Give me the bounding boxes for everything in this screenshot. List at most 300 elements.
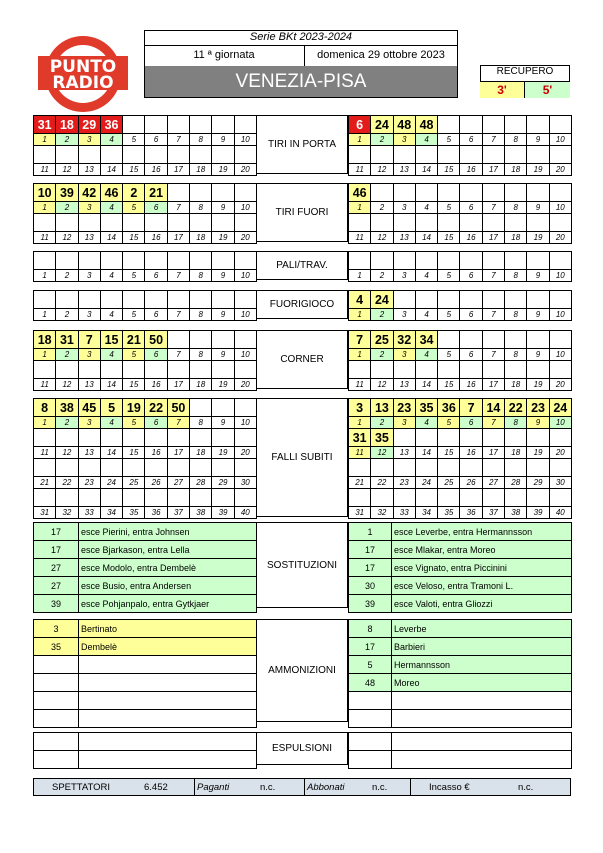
index-cell: 31	[34, 507, 56, 519]
minute-cell	[393, 252, 415, 270]
minute-cell: 39	[56, 184, 78, 202]
minute-cell	[212, 252, 234, 270]
minute-cell	[505, 252, 527, 270]
minute-cell: 3	[349, 399, 371, 417]
list-row	[349, 674, 572, 692]
minute-cell	[371, 459, 393, 477]
index-cell: 2	[56, 134, 78, 146]
index-cell: 22	[371, 477, 393, 489]
index-cell: 9	[527, 309, 549, 321]
minute-cell	[145, 489, 167, 507]
minute-cell	[190, 116, 212, 134]
minute-cell	[100, 361, 122, 379]
tiri-fuori-label: TIRI FUORI	[256, 183, 348, 242]
minute-cell	[56, 429, 78, 447]
index-cell: 17	[167, 164, 189, 176]
minute-cell	[123, 252, 145, 270]
minute-cell	[212, 184, 234, 202]
minute-cell	[460, 331, 482, 349]
index-cell: 1	[349, 417, 371, 429]
index-cell: 4	[100, 349, 122, 361]
index-cell: 10	[549, 309, 571, 321]
minute-cell	[505, 214, 527, 232]
minute	[349, 710, 392, 728]
minute-cell: 7	[460, 399, 482, 417]
abbonati-label: Abbonati	[307, 782, 345, 793]
minute-cell	[415, 459, 437, 477]
index-cell: 13	[78, 379, 100, 391]
index-cell: 3	[393, 270, 415, 282]
list-row	[349, 656, 572, 674]
falli-home-grid	[33, 398, 257, 519]
player-text: Leverbe	[392, 620, 572, 638]
minute-cell	[527, 184, 549, 202]
index-cell: 9	[212, 270, 234, 282]
index-cell: 5	[123, 417, 145, 429]
index-cell: 13	[393, 447, 415, 459]
index-cell: 12	[371, 447, 393, 459]
index-cell: 9	[212, 202, 234, 214]
index-cell: 2	[56, 417, 78, 429]
minute: 48	[349, 674, 392, 692]
index-cell: 20	[234, 232, 256, 244]
index-cell: 11	[34, 379, 56, 391]
index-cell: 8	[190, 202, 212, 214]
index-cell: 2	[371, 349, 393, 361]
minute-cell	[145, 252, 167, 270]
index-cell: 7	[482, 202, 504, 214]
index-cell: 10	[234, 270, 256, 282]
index-cell: 5	[438, 134, 460, 146]
minute-cell	[234, 116, 256, 134]
minute-cell: 10	[34, 184, 56, 202]
minute-cell	[349, 214, 371, 232]
list-row	[349, 710, 572, 728]
minute-cell	[505, 116, 527, 134]
index-cell: 5	[438, 270, 460, 282]
index-cell: 2	[371, 270, 393, 282]
index-cell: 14	[415, 447, 437, 459]
minute-cell: 19	[123, 399, 145, 417]
minute-cell	[549, 489, 571, 507]
player-text	[79, 674, 257, 692]
index-cell: 19	[527, 379, 549, 391]
player-text: esce Bjarkason, entra Lella	[79, 541, 257, 559]
index-cell: 18	[190, 379, 212, 391]
minute-cell	[78, 489, 100, 507]
minute-cell	[460, 489, 482, 507]
index-cell: 2	[56, 202, 78, 214]
index-cell: 7	[167, 134, 189, 146]
index-cell: 6	[145, 309, 167, 321]
index-cell: 6	[460, 349, 482, 361]
index-cell: 6	[460, 270, 482, 282]
minute-cell	[123, 361, 145, 379]
index-cell: 39	[212, 507, 234, 519]
minute-cell	[460, 429, 482, 447]
index-cell: 17	[167, 232, 189, 244]
minute-cell	[527, 331, 549, 349]
index-cell: 28	[190, 477, 212, 489]
minute-cell	[460, 459, 482, 477]
minute-cell	[527, 459, 549, 477]
minute-cell	[482, 459, 504, 477]
index-cell: 9	[212, 417, 234, 429]
index-cell: 15	[123, 379, 145, 391]
index-cell: 15	[123, 447, 145, 459]
minute-cell	[123, 116, 145, 134]
player-text: Moreo	[392, 674, 572, 692]
minute-cell	[438, 291, 460, 309]
index-cell: 14	[415, 232, 437, 244]
index-cell: 16	[460, 447, 482, 459]
minute: 27	[34, 577, 79, 595]
minute-cell: 23	[393, 399, 415, 417]
index-cell: 19	[527, 164, 549, 176]
index-cell: 8	[190, 417, 212, 429]
minute-cell	[460, 361, 482, 379]
minute-cell: 5	[100, 399, 122, 417]
minute-cell	[415, 361, 437, 379]
list-row	[349, 595, 572, 613]
minute-cell	[438, 361, 460, 379]
minute-cell	[34, 459, 56, 477]
list-row	[34, 692, 257, 710]
header-divider	[144, 45, 458, 46]
index-cell: 4	[415, 270, 437, 282]
minute-cell	[415, 429, 437, 447]
minute: 39	[349, 595, 392, 613]
index-cell: 25	[123, 477, 145, 489]
index-cell: 10	[549, 349, 571, 361]
minute-cell	[234, 399, 256, 417]
index-cell: 7	[482, 134, 504, 146]
corner-label: CORNER	[256, 330, 348, 389]
index-cell: 1	[34, 270, 56, 282]
minute-cell	[167, 184, 189, 202]
index-cell: 1	[349, 202, 371, 214]
minute-cell	[393, 184, 415, 202]
ammonizioni-label: AMMONIZIONI	[256, 619, 348, 722]
index-cell: 14	[100, 164, 122, 176]
minute-cell: 35	[371, 429, 393, 447]
minute-cell	[167, 252, 189, 270]
paganti-value: n.c.	[260, 782, 276, 793]
minute-cell	[438, 214, 460, 232]
minute-cell	[415, 489, 437, 507]
minute-cell	[212, 429, 234, 447]
player-text	[392, 692, 572, 710]
index-cell: 13	[78, 447, 100, 459]
list-row	[34, 638, 257, 656]
index-cell: 36	[460, 507, 482, 519]
index-cell: 1	[349, 309, 371, 321]
minute-cell: 8	[34, 399, 56, 417]
index-cell: 11	[34, 447, 56, 459]
minute-cell	[212, 214, 234, 232]
minute	[349, 692, 392, 710]
minute-cell	[505, 184, 527, 202]
index-cell: 8	[190, 349, 212, 361]
index-cell: 9	[527, 270, 549, 282]
index-cell: 1	[349, 349, 371, 361]
incasso-label: Incasso €	[429, 782, 470, 793]
player-text: esce Veloso, entra Tramoni L.	[392, 577, 572, 595]
minute-cell: 45	[78, 399, 100, 417]
minute-cell: 23	[527, 399, 549, 417]
index-cell: 33	[393, 507, 415, 519]
minute-cell: 42	[78, 184, 100, 202]
minute-cell: 7	[78, 331, 100, 349]
recupero-second: 5'	[525, 81, 570, 98]
minute-cell	[167, 146, 189, 164]
tiri-fuori-home-grid	[33, 183, 257, 244]
minute-cell	[78, 459, 100, 477]
index-cell: 25	[438, 477, 460, 489]
minute	[34, 692, 79, 710]
index-cell: 3	[393, 309, 415, 321]
index-cell: 12	[56, 379, 78, 391]
minute-cell: 38	[56, 399, 78, 417]
index-cell: 28	[505, 477, 527, 489]
minute-cell	[438, 116, 460, 134]
minute-cell	[393, 489, 415, 507]
minute	[34, 656, 79, 674]
index-cell: 18	[505, 232, 527, 244]
tiri-porta-home-grid	[33, 115, 257, 176]
minute-cell	[549, 214, 571, 232]
index-cell: 6	[460, 309, 482, 321]
minute-cell: 14	[482, 399, 504, 417]
list-row	[34, 620, 257, 638]
index-cell: 16	[145, 232, 167, 244]
index-cell: 17	[167, 447, 189, 459]
minute-cell: 6	[349, 116, 371, 134]
fuorigioco-away-grid	[348, 290, 572, 321]
index-cell: 8	[505, 202, 527, 214]
player-text: Bertinato	[79, 620, 257, 638]
minute-cell	[78, 361, 100, 379]
minute-cell	[527, 429, 549, 447]
minute-cell	[549, 116, 571, 134]
minute-cell	[234, 184, 256, 202]
index-cell: 37	[482, 507, 504, 519]
minute-cell	[190, 429, 212, 447]
minute-cell	[505, 429, 527, 447]
index-cell: 3	[78, 134, 100, 146]
index-cell: 8	[505, 349, 527, 361]
index-cell: 6	[460, 202, 482, 214]
player-text: esce Vignato, entra Piccinini	[392, 559, 572, 577]
index-cell: 15	[123, 232, 145, 244]
minute-cell: 18	[56, 116, 78, 134]
minute-cell	[549, 252, 571, 270]
minute-cell	[393, 146, 415, 164]
index-cell: 11	[34, 164, 56, 176]
list-row	[349, 692, 572, 710]
tiri-porta-label: TIRI IN PORTA	[256, 115, 348, 174]
match-date: domenica 29 ottobre 2023	[317, 49, 445, 61]
minute: 27	[34, 559, 79, 577]
minute	[34, 710, 79, 728]
fuorigioco-label: FUORIGIOCO	[256, 290, 348, 319]
index-cell: 21	[34, 477, 56, 489]
minute: 5	[349, 656, 392, 674]
minute-cell	[100, 146, 122, 164]
pali-away-grid	[348, 251, 572, 282]
list-row	[34, 577, 257, 595]
minute-cell	[349, 459, 371, 477]
player-text	[79, 710, 257, 728]
minute-cell	[78, 252, 100, 270]
minute-cell	[56, 291, 78, 309]
index-cell: 9	[527, 134, 549, 146]
punto-radio-logo	[36, 30, 130, 114]
minute-cell	[145, 291, 167, 309]
minute-cell	[393, 429, 415, 447]
minute-cell	[482, 331, 504, 349]
minute-cell	[123, 489, 145, 507]
minute-cell	[393, 459, 415, 477]
minute-cell	[56, 146, 78, 164]
player-text: esce Valoti, entra Gliozzi	[392, 595, 572, 613]
minute-cell	[234, 214, 256, 232]
index-cell: 2	[371, 417, 393, 429]
minute-cell	[190, 214, 212, 232]
index-cell: 16	[460, 379, 482, 391]
minute-cell	[145, 116, 167, 134]
index-cell: 5	[123, 202, 145, 214]
index-cell: 20	[549, 164, 571, 176]
minute-cell	[167, 459, 189, 477]
minute-cell	[100, 489, 122, 507]
minute-cell	[349, 146, 371, 164]
minute-cell	[234, 459, 256, 477]
minute-cell	[167, 489, 189, 507]
index-cell: 29	[527, 477, 549, 489]
index-cell: 18	[190, 447, 212, 459]
index-cell: 17	[167, 379, 189, 391]
minute-cell	[100, 252, 122, 270]
index-cell: 2	[56, 309, 78, 321]
minute-cell	[34, 252, 56, 270]
minute-cell: 15	[100, 331, 122, 349]
index-cell: 22	[56, 477, 78, 489]
sostituzioni-label: SOSTITUZIONI	[256, 522, 348, 608]
index-cell: 31	[349, 507, 371, 519]
index-cell: 9	[527, 349, 549, 361]
index-cell: 18	[505, 164, 527, 176]
index-cell: 16	[460, 164, 482, 176]
index-cell: 38	[505, 507, 527, 519]
minute-cell	[34, 361, 56, 379]
index-cell: 4	[100, 309, 122, 321]
index-cell: 11	[349, 164, 371, 176]
minute-cell	[460, 214, 482, 232]
sostituzioni-away	[348, 522, 572, 613]
index-cell: 2	[371, 309, 393, 321]
list-row	[34, 674, 257, 692]
minute-cell	[549, 146, 571, 164]
tiri-porta-away-grid	[348, 115, 572, 176]
minute-cell	[234, 331, 256, 349]
corner-away-grid	[348, 330, 572, 391]
minute-cell: 7	[349, 331, 371, 349]
minute-cell	[234, 291, 256, 309]
index-cell: 7	[482, 270, 504, 282]
player-text	[79, 692, 257, 710]
minute-cell	[438, 489, 460, 507]
minute-cell: 35	[415, 399, 437, 417]
index-cell: 7	[167, 270, 189, 282]
footer-sep	[194, 779, 195, 795]
minute-cell	[505, 489, 527, 507]
minute-cell	[190, 331, 212, 349]
minute-cell	[100, 429, 122, 447]
minute: 35	[34, 638, 79, 656]
index-cell: 12	[371, 164, 393, 176]
index-cell: 8	[505, 134, 527, 146]
minute-cell: 22	[505, 399, 527, 417]
player-text: Dembelè	[79, 638, 257, 656]
minute: 17	[349, 638, 392, 656]
minute-cell	[123, 146, 145, 164]
index-cell: 12	[371, 232, 393, 244]
minute-cell	[549, 184, 571, 202]
minute-cell	[505, 291, 527, 309]
minute-cell	[415, 252, 437, 270]
round-label: 11 ª giornata	[193, 49, 255, 61]
index-cell: 35	[438, 507, 460, 519]
logo-line2: RADIO	[52, 73, 114, 93]
minute-cell	[123, 459, 145, 477]
index-cell: 18	[190, 164, 212, 176]
index-cell: 8	[505, 270, 527, 282]
minute-cell	[549, 361, 571, 379]
index-cell: 20	[549, 379, 571, 391]
minute-cell	[145, 459, 167, 477]
list-row	[34, 595, 257, 613]
minute-cell: 36	[438, 399, 460, 417]
index-cell: 4	[415, 134, 437, 146]
index-cell: 19	[527, 232, 549, 244]
minute-cell: 31	[349, 429, 371, 447]
index-cell: 20	[549, 447, 571, 459]
index-cell: 6	[145, 417, 167, 429]
index-cell: 39	[527, 507, 549, 519]
list-row	[349, 559, 572, 577]
recupero-label: RECUPERO	[496, 66, 554, 77]
minute-cell	[34, 214, 56, 232]
minute-cell: 50	[167, 399, 189, 417]
index-cell: 18	[505, 447, 527, 459]
minute-cell: 2	[123, 184, 145, 202]
list-row	[349, 523, 572, 541]
minute-cell: 46	[349, 184, 371, 202]
index-cell: 34	[415, 507, 437, 519]
minute-cell	[212, 331, 234, 349]
player-text: Hermannsson	[392, 656, 572, 674]
match-title: VENEZIA-PISA	[145, 66, 457, 97]
index-cell: 19	[212, 379, 234, 391]
index-cell: 6	[145, 349, 167, 361]
pali-label: PALI/TRAV.	[256, 251, 348, 280]
player-text: esce Modolo, entra Dembelè	[79, 559, 257, 577]
minute-cell	[505, 146, 527, 164]
list-row	[349, 638, 572, 656]
index-cell: 15	[438, 379, 460, 391]
minute-cell: 25	[371, 331, 393, 349]
